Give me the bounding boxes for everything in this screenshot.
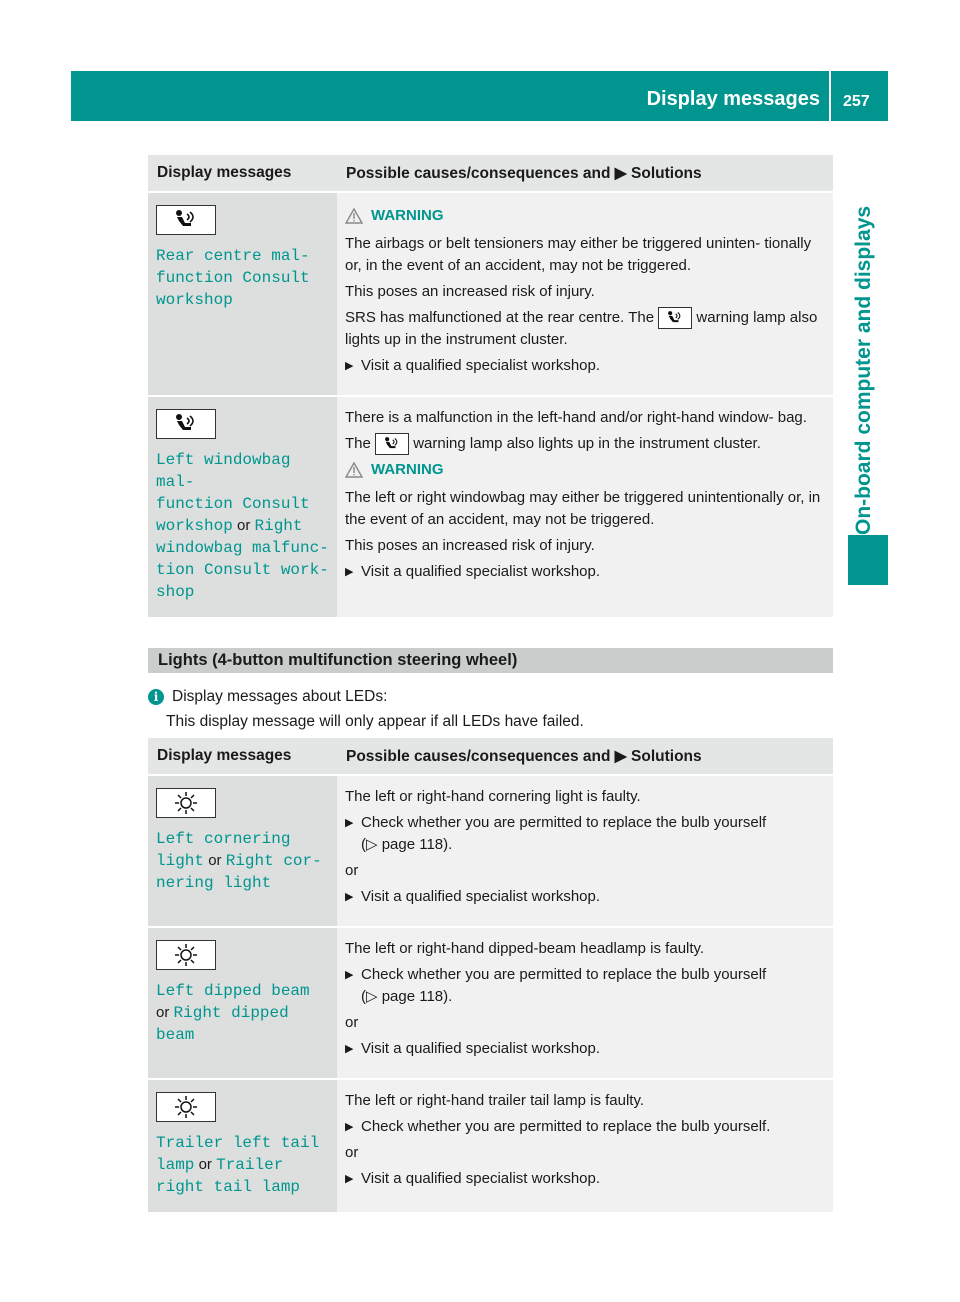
or-text: or	[345, 862, 359, 879]
step-arrow-icon: ▶	[345, 891, 354, 903]
warning-heading	[345, 459, 825, 481]
display-messages-table-lights	[148, 738, 833, 1212]
bulb-failure-icon	[156, 788, 216, 818]
instruction-step	[345, 561, 825, 583]
instruction-step	[345, 355, 825, 377]
or-text: or	[198, 1156, 212, 1173]
col-display-messages: Display messages	[148, 155, 337, 192]
info-note	[148, 684, 833, 734]
triangle-right-icon: ▶	[614, 747, 627, 765]
warning-label: WARNING	[371, 207, 444, 224]
message-right: Right windowbag malfunc- tion Consult work- shop	[156, 517, 329, 602]
step-main: Check whether you are permitted to replace the bulb yourself	[361, 966, 767, 983]
message-cell	[148, 396, 337, 617]
paragraph: The left or right-hand dipped-beam headlamp is faulty.	[345, 940, 705, 957]
solution-cell	[337, 396, 833, 617]
table-row	[148, 775, 833, 927]
step-arrow-icon: ▶	[345, 817, 354, 829]
header-separator	[829, 71, 831, 121]
info-icon: i	[148, 689, 164, 705]
step-text: Visit a qualified specialist workshop.	[361, 1170, 601, 1187]
step-main: Check whether you are permitted to replace the bulb yourself	[361, 814, 767, 831]
message-left: Left cornering light	[156, 830, 291, 870]
col-display-messages: Display messages	[148, 738, 337, 775]
paragraph: The airbags or belt tensioners may either be triggered uninten- tionally or, in the event of an accident, may not be triggered.	[345, 235, 812, 274]
instruction-step	[345, 812, 825, 856]
instruction-step	[345, 1116, 825, 1138]
airbag-warning-icon	[156, 205, 216, 235]
warning-heading	[345, 205, 825, 227]
solution-cell	[337, 1079, 833, 1212]
table-row	[148, 192, 833, 396]
bulb-failure-icon	[156, 940, 216, 970]
warning-triangle-icon	[345, 462, 363, 478]
text-span: warning lamp also lights up in the instrument cluster.	[413, 435, 761, 453]
table-row	[148, 1079, 833, 1212]
table-row	[148, 927, 833, 1079]
message-right: Right cor- nering light	[156, 852, 322, 892]
page-reference-link[interactable]: (▷ page 118).	[361, 836, 453, 853]
text-span: The	[345, 435, 371, 453]
page-header-bar	[71, 71, 888, 121]
page-reference-link[interactable]: (▷ page 118).	[361, 988, 453, 1005]
page-header-title: Display messages	[646, 88, 820, 110]
message-text	[156, 449, 329, 603]
instruction-step	[345, 964, 825, 1008]
paragraph: The left or right-hand cornering light is faulty.	[345, 788, 641, 805]
paragraph	[345, 307, 825, 351]
message-text	[156, 1132, 329, 1198]
paragraph: This poses an increased risk of injury.	[345, 283, 595, 300]
message-cell	[148, 775, 337, 927]
info-line-1: Display messages about LEDs:	[172, 688, 388, 705]
or-text: or	[345, 1014, 359, 1031]
paragraph	[345, 433, 825, 455]
step-arrow-icon: ▶	[345, 969, 354, 981]
message-text	[156, 828, 329, 894]
col-solutions-label: Solutions	[631, 747, 702, 765]
col-causes-solutions	[337, 738, 833, 775]
step-arrow-icon: ▶	[345, 1173, 354, 1185]
message-left: Trailer left tail lamp	[156, 1134, 320, 1174]
section-heading-bar	[148, 648, 833, 673]
message-left: Left windowbag mal- function Consult workshop	[156, 451, 310, 536]
warning-label: WARNING	[371, 461, 444, 479]
message-cell	[148, 192, 337, 396]
airbag-warning-icon	[658, 307, 692, 329]
instruction-step	[345, 886, 825, 908]
message-cell	[148, 927, 337, 1079]
message-cell	[148, 1079, 337, 1212]
or-text: or	[156, 1004, 170, 1021]
step-text	[361, 812, 766, 856]
paragraph: This poses an increased risk of injury.	[345, 537, 595, 555]
step-arrow-icon: ▶	[345, 1043, 354, 1055]
airbag-warning-icon	[156, 409, 216, 439]
solution-cell	[337, 775, 833, 927]
or-text: or	[345, 1144, 359, 1161]
message-right: Trailer right tail lamp	[156, 1156, 301, 1196]
text-span: warning lamp also lights up in the instrument cluster.	[345, 309, 818, 349]
or-text: or	[208, 852, 222, 869]
step-text	[361, 964, 766, 1008]
step-arrow-icon: ▶	[345, 566, 354, 579]
step-text: Visit a qualified specialist workshop.	[361, 888, 601, 905]
step-arrow-icon: ▶	[345, 1121, 354, 1133]
instruction-step	[345, 1168, 825, 1190]
solution-cell	[337, 927, 833, 1079]
step-text: Visit a qualified specialist workshop.	[361, 563, 601, 581]
step-text: Visit a qualified specialist workshop.	[361, 357, 601, 375]
triangle-right-icon: ▶	[614, 164, 627, 182]
page-number: 257	[843, 93, 870, 110]
warning-triangle-icon	[345, 208, 363, 224]
paragraph: There is a malfunction in the left-hand and/or right-hand window- bag.	[345, 409, 807, 427]
step-text: Visit a qualified specialist workshop.	[361, 1040, 601, 1057]
paragraph: The left or right windowbag may either be triggered unintentionally or, in the event of an accident, may not be triggered.	[345, 489, 821, 529]
solution-cell	[337, 192, 833, 396]
step-text: Check whether you are permitted to replace the bulb yourself.	[361, 1118, 771, 1135]
info-line-2: This display message will only appear if all LEDs have failed.	[166, 713, 584, 730]
section-title: Lights (4-button multifunction steering wheel)	[158, 651, 518, 669]
chapter-marker	[848, 535, 888, 585]
airbag-warning-icon	[375, 433, 409, 455]
chapter-side-tab	[848, 135, 888, 585]
step-arrow-icon: ▶	[345, 360, 354, 373]
col-causes-label: Possible causes/consequences and	[346, 747, 611, 765]
table-row	[148, 396, 833, 617]
col-solutions-label: Solutions	[631, 164, 702, 182]
or-text: or	[236, 517, 251, 535]
col-causes-label: Possible causes/consequences and	[346, 164, 611, 182]
display-messages-table-airbag	[148, 155, 833, 617]
bulb-failure-icon	[156, 1092, 216, 1122]
table-header-row	[148, 738, 833, 775]
message-right: Right dipped beam	[156, 1004, 289, 1044]
message-text	[156, 980, 329, 1046]
chapter-title: On-board computer and displays	[852, 205, 875, 535]
col-causes-solutions	[337, 155, 833, 192]
message-left: Left dipped beam	[156, 982, 310, 1000]
message-text: Rear centre mal- function Consult workshop	[156, 247, 310, 309]
text-span: SRS has malfunctioned at the rear centre. The	[345, 309, 655, 326]
table-header-row	[148, 155, 833, 192]
instruction-step	[345, 1038, 825, 1060]
paragraph: The left or right-hand trailer tail lamp is faulty.	[345, 1092, 645, 1109]
